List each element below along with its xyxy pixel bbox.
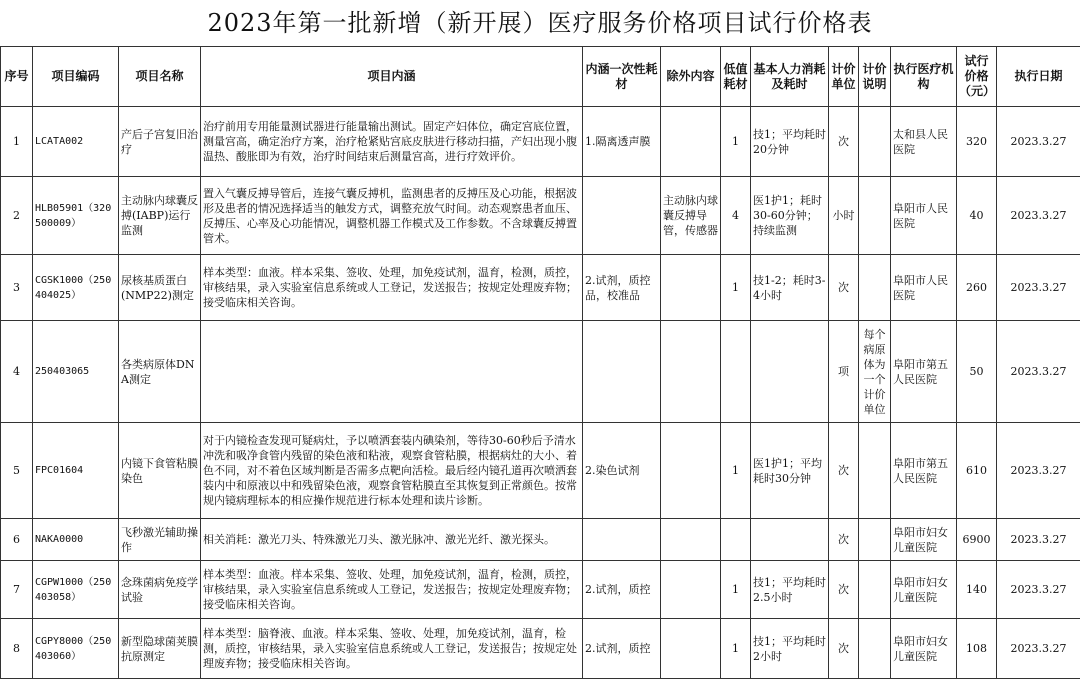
cell-seq: 4	[1, 321, 33, 423]
cell-seq: 3	[1, 255, 33, 321]
cell-note	[859, 177, 891, 255]
header-institution: 执行医疗机构	[891, 47, 957, 107]
cell-date: 2023.3.27	[997, 255, 1080, 321]
cell-code: 250403065	[33, 321, 119, 423]
table-header-row	[1, 47, 1080, 107]
cell-excluded	[661, 255, 721, 321]
header-labor: 基本人力消耗及耗时	[751, 47, 829, 107]
cell-price: 610	[957, 423, 997, 519]
cell-low-value: 1	[721, 107, 751, 177]
cell-code: FPC01604	[33, 423, 119, 519]
cell-content: 治疗前用专用能量测试器进行能量输出测试。固定产妇体位，确定宫底位置，测量宫高，确定治疗方案，治疗枪紧贴宫底皮肤进行移动扫描，产妇出现小腹温热、酸胀即为有效，治疗时间结束后测量宫高，进行疗效评价。	[201, 107, 583, 177]
cell-content: 置入气囊反搏导管后，连接气囊反搏机，监测患者的反搏压及心功能，根据波形及患者的情况选择适当的触发方式，调整充放气时间。动态观察患者血压、反搏压、心率及心功能情况，调整机器工作模式及工作参数。不含球囊反搏置管术。	[201, 177, 583, 255]
cell-code: CGSK1000（250404025）	[33, 255, 119, 321]
cell-note: 每个病原体为一个计价单位	[859, 321, 891, 423]
cell-content: 相关消耗：激光刀头、特殊激光刀头、激光脉冲、激光光纤、激光探头。	[201, 519, 583, 561]
cell-labor	[751, 321, 829, 423]
cell-labor: 技1；平均耗时2小时	[751, 619, 829, 679]
cell-low-value	[721, 519, 751, 561]
cell-content: 样本类型：血液。样本采集、签收、处理，加免疫试剂，温育，检测，质控，审核结果，录入实验室信息系统或人工登记，发送报告；按规定处理废弃物；接受临床相关咨询。	[201, 255, 583, 321]
table-row	[1, 255, 1080, 321]
cell-seq: 6	[1, 519, 33, 561]
header-note: 计价说明	[859, 47, 891, 107]
cell-unit: 小时	[829, 177, 859, 255]
cell-labor: 技1；平均耗时2.5小时	[751, 561, 829, 619]
cell-excluded	[661, 107, 721, 177]
cell-low-value: 1	[721, 255, 751, 321]
cell-institution: 阜阳市第五人民医院	[891, 321, 957, 423]
cell-institution: 太和县人民医院	[891, 107, 957, 177]
table-row	[1, 619, 1080, 679]
cell-consumables: 2.试剂，质控品，校准品	[583, 255, 661, 321]
header-date: 执行日期	[997, 47, 1080, 107]
header-content: 项目内涵	[201, 47, 583, 107]
cell-name: 念珠菌病免疫学试验	[119, 561, 201, 619]
cell-name: 尿核基质蛋白(NMP22)测定	[119, 255, 201, 321]
cell-excluded	[661, 619, 721, 679]
cell-excluded	[661, 423, 721, 519]
cell-consumables: 2.试剂，质控	[583, 619, 661, 679]
table-row	[1, 321, 1080, 423]
table-row	[1, 423, 1080, 519]
cell-price: 6900	[957, 519, 997, 561]
cell-institution: 阜阳市人民医院	[891, 255, 957, 321]
header-price: 试行价格（元）	[957, 47, 997, 107]
cell-labor	[751, 519, 829, 561]
cell-low-value: 4	[721, 177, 751, 255]
cell-consumables	[583, 519, 661, 561]
header-unit: 计价单位	[829, 47, 859, 107]
cell-name: 飞秒激光辅助操作	[119, 519, 201, 561]
cell-institution: 阜阳市第五人民医院	[891, 423, 957, 519]
table-row	[1, 107, 1080, 177]
cell-seq: 2	[1, 177, 33, 255]
cell-seq: 1	[1, 107, 33, 177]
cell-low-value	[721, 321, 751, 423]
cell-unit: 项	[829, 321, 859, 423]
table-row	[1, 177, 1080, 255]
cell-note	[859, 519, 891, 561]
cell-excluded	[661, 561, 721, 619]
cell-labor: 医1护1；平均耗时30分钟	[751, 423, 829, 519]
cell-date: 2023.3.27	[997, 561, 1080, 619]
cell-content: 样本类型：脑脊液、血液。样本采集、签收、处理，加免疫试剂，温育，检测，质控，审核结果，录入实验室信息系统或人工登记，发送报告；按规定处理废弃物；接受临床相关咨询。	[201, 619, 583, 679]
cell-seq: 7	[1, 561, 33, 619]
cell-unit: 次	[829, 519, 859, 561]
cell-code: NAKA0000	[33, 519, 119, 561]
cell-excluded	[661, 321, 721, 423]
cell-code: HLB05901（320500009）	[33, 177, 119, 255]
cell-low-value: 1	[721, 561, 751, 619]
cell-date: 2023.3.27	[997, 619, 1080, 679]
table-row	[1, 561, 1080, 619]
cell-content: 样本类型：血液。样本采集、签收、处理，加免疫试剂，温育，检测，质控，审核结果，录入实验室信息系统或人工登记，发送报告；按规定处理废弃物；接受临床相关咨询。	[201, 561, 583, 619]
document-title: 2023年第一批新增（新开展）医疗服务价格项目试行价格表	[207, 9, 873, 37]
cell-consumables: 1.隔离透声膜	[583, 107, 661, 177]
cell-unit: 次	[829, 255, 859, 321]
cell-date: 2023.3.27	[997, 519, 1080, 561]
cell-content	[201, 321, 583, 423]
cell-date: 2023.3.27	[997, 423, 1080, 519]
cell-consumables	[583, 177, 661, 255]
cell-seq: 8	[1, 619, 33, 679]
cell-note	[859, 423, 891, 519]
cell-price: 260	[957, 255, 997, 321]
cell-note	[859, 107, 891, 177]
header-code: 项目编码	[33, 47, 119, 107]
cell-code: CGPY8000（250403060）	[33, 619, 119, 679]
cell-name: 主动脉内球囊反搏(IABP)运行监测	[119, 177, 201, 255]
header-seq: 序号	[1, 47, 33, 107]
cell-seq: 5	[1, 423, 33, 519]
cell-excluded	[661, 519, 721, 561]
cell-code: CGPW1000（250403058）	[33, 561, 119, 619]
cell-code: LCATA002	[33, 107, 119, 177]
cell-name: 新型隐球菌荚膜抗原测定	[119, 619, 201, 679]
cell-note	[859, 255, 891, 321]
cell-low-value: 1	[721, 423, 751, 519]
cell-content: 对于内镜检查发现可疑病灶，予以喷洒套装内碘染剂，等待30-60秒后予清水冲洗和吸净食管内残留的染色液和粘液，观察食管粘膜，根据病灶的大小、着色不同，对不着色区域判断是否需多点靶向活检。最后经内镜孔道再次喷洒套装内中和原液以中和残留染色液，观察食管粘膜直至其恢复到正常颜色。按常规内镜病理标本的相应操作规范进行标本处理和读片诊断。	[201, 423, 583, 519]
cell-institution: 阜阳市妇女儿童医院	[891, 519, 957, 561]
cell-name: 产后子宫复旧治疗	[119, 107, 201, 177]
cell-consumables: 2.试剂，质控	[583, 561, 661, 619]
cell-labor: 技1；平均耗时20分钟	[751, 107, 829, 177]
cell-unit: 次	[829, 619, 859, 679]
cell-institution: 阜阳市人民医院	[891, 177, 957, 255]
cell-date: 2023.3.27	[997, 321, 1080, 423]
cell-consumables: 2.染色试剂	[583, 423, 661, 519]
cell-consumables	[583, 321, 661, 423]
cell-labor: 医1护1；耗时30-60分钟；持续监测	[751, 177, 829, 255]
header-consumables: 内涵一次性耗材	[583, 47, 661, 107]
cell-price: 320	[957, 107, 997, 177]
price-table	[0, 46, 1080, 679]
header-name: 项目名称	[119, 47, 201, 107]
header-excluded: 除外内容	[661, 47, 721, 107]
cell-unit: 次	[829, 561, 859, 619]
table-row	[1, 519, 1080, 561]
cell-institution: 阜阳市妇女儿童医院	[891, 561, 957, 619]
header-low-value: 低值耗材	[721, 47, 751, 107]
cell-labor: 技1-2；耗时3-4小时	[751, 255, 829, 321]
cell-price: 108	[957, 619, 997, 679]
cell-institution: 阜阳市妇女儿童医院	[891, 619, 957, 679]
cell-date: 2023.3.27	[997, 177, 1080, 255]
cell-excluded: 主动脉内球囊反搏导管，传感器	[661, 177, 721, 255]
cell-price: 50	[957, 321, 997, 423]
cell-name: 各类病原体DNA测定	[119, 321, 201, 423]
cell-unit: 次	[829, 107, 859, 177]
cell-low-value: 1	[721, 619, 751, 679]
cell-unit: 次	[829, 423, 859, 519]
cell-name: 内镜下食管粘膜染色	[119, 423, 201, 519]
cell-note	[859, 619, 891, 679]
cell-price: 40	[957, 177, 997, 255]
cell-price: 140	[957, 561, 997, 619]
cell-note	[859, 561, 891, 619]
cell-date: 2023.3.27	[997, 107, 1080, 177]
